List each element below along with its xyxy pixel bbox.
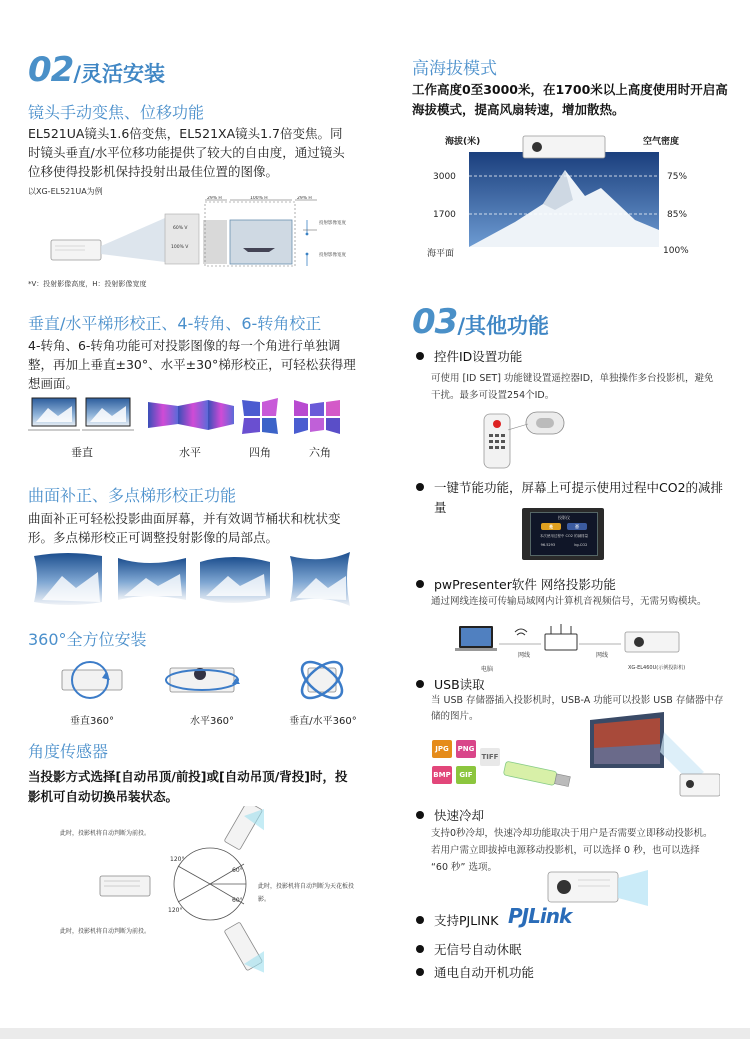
svg-text:100% V: 100% V [171,245,189,250]
network-cable-label-1: 网线 [518,652,531,659]
angle-note-front2: 此时，投影机将自动判断为前投。 [60,928,151,935]
bullet-icon [416,811,424,819]
section-title: /其他功能 [457,314,549,338]
feature-cool-title: 快速冷却 [414,806,484,824]
svg-text:120°: 120° [168,907,183,914]
png-file-icon: PNG [456,740,476,758]
eco-co2-value: 96.5293 [540,543,556,547]
four-corner-image [242,398,278,434]
altitude-axis-title: 海拔(米) [445,137,481,147]
svg-text:60% V: 60% V [173,226,188,231]
vertical-keystone-image [28,398,134,430]
altitude-row-1: 3000 [433,172,456,182]
curved-body: 曲面补正可轻松投影曲面屏幕，并有效调节桶状和枕状变形。多点梯形校正可调整投射影像的局部点。 [28,511,341,545]
eco-screen [522,508,604,560]
angle-note-front: 此时，投影机将自动判断为前投。 [60,830,151,837]
altitude-heading: 高海拔模式 [412,59,497,79]
density-row-1: 75% [667,172,688,182]
feature-pjlink-title: 支持PJLINK [414,911,498,929]
network-cable-label-2: 网线 [596,652,609,659]
bmp-file-icon: BMP [432,766,452,784]
eco-screen-title: 投影仪 [558,515,570,520]
feature-power-on: 通电自动开机功能 [414,963,534,981]
feature-id-title: 控件ID设置功能 [414,347,522,365]
usb-projection-scene [580,712,720,812]
svg-text:60°: 60° [232,897,243,904]
density-row-2: 85% [667,210,688,220]
feature-eco-title: 一键节能功能，屏幕上可提示使用过程中CO2的减排量 [414,478,724,518]
horizontal-360-icon [166,668,240,692]
curved-heading: 曲面补正、多点梯形校正功能 [28,486,237,505]
lens-body: EL521UA镜头1.6倍变焦，EL521XA镜头1.7倍变焦。同时镜头垂直/水平位移功能提供了较大的自由度，通过镜头位移使得投影机保持投射出最佳位置的图像。 [28,126,345,179]
density-axis-title: 空气密度 [643,137,680,147]
usb-illustration [432,738,722,810]
lens-example: 以XG-EL521UA为例 [28,187,103,196]
remote-control-image [478,408,568,470]
svg-text:投射影像宽度: 投射影像宽度 [319,221,346,226]
install360-heading: 360°全方位安装 [28,630,147,649]
angle-sensor-diagram [94,806,264,976]
eco-co2-unit: kg-CO2 [574,543,588,547]
horizontal-keystone-image [148,400,234,430]
usb-stick-icon [498,760,580,790]
angle-heading: 角度传感器 [28,742,109,761]
feature-usb-body: 当 USB 存储器插入投影机时，USB-A 功能可以投影 USB 存储器中存储的图片。 [431,695,724,722]
pjlink-logo: PJLink [508,904,572,928]
feature-pw-title: pwPresenter软件 网络投影功能 [414,575,616,593]
bullet-icon [416,968,424,976]
gif-file-icon: GIF [456,766,476,784]
eco-yes-button: 是 [541,523,561,530]
altitude-body: 工作高度0至3000米，在1700米以上高度使用时开启高海拔模式，提高风扇转速，增加散热。 [412,82,728,117]
lens-shift-diagram [45,196,350,276]
keystone-label-six: 六角 [309,446,331,459]
svg-text:100% H: 100% H [250,196,268,201]
angle-note-ceiling: 此时，投影机将自动判断为天花板投影。 [258,883,355,903]
altitude-row-3: 海平面 [427,249,455,259]
density-row-3: 100% [663,246,689,256]
eco-no-button: 否 [567,523,587,530]
network-projector-label: XG-EL460U(示例投影机) [628,665,686,671]
section-title: /灵活安装 [73,62,165,86]
svg-text:29% H: 29% H [297,196,312,201]
lens-footnote: *V：投射影像高度，H：投射影像宽度 [28,280,147,288]
svg-text:投射影像宽度: 投射影像宽度 [319,253,346,258]
curved-images [28,548,358,610]
altitude-chart [425,130,705,260]
bullet-icon [416,580,424,588]
tiff-file-icon: TIFF [480,748,500,766]
jpg-file-icon: JPG [432,740,452,758]
feature-cool-body: 支持0秒冷却，快速冷却功能取决于用户是否需要立即移动投影机。若用户需立即拔掉电源移动投影机，可以选择 0 秒，也可以选择 “60 秒” 选项。 [431,828,713,873]
bullet-icon [416,945,424,953]
feature-sleep: 无信号自动休眠 [414,940,522,958]
network-diagram [455,622,695,662]
angle-body: 当投影方式选择[自动吊顶/前投]或[自动吊顶/背投]时，投影机可自动切换吊装状态。 [28,769,348,804]
page-footer-bar [0,1028,750,1039]
install360-images [40,652,360,708]
install-label-both: 垂直/水平360° [289,716,357,727]
keystone-label-horizontal: 水平 [179,446,201,459]
svg-text:120°: 120° [170,856,185,863]
projector-front-view [100,876,150,896]
vertical-360-icon [62,662,122,698]
feature-usb-title: USB读取 [414,675,485,693]
keystone-body: 4-转角、6-转角功能可对投影图像的每一个角进行单独调整，再加上垂直±30°、水平±30°梯形校正，可轻松获得理想画面。 [28,338,356,391]
bullet-icon [416,483,424,491]
feature-pw-body: 通过网线连接可传输局域网内计算机音视频信号，无需另购模块。 [431,596,707,607]
altitude-row-2: 1700 [433,210,456,220]
install-label-vertical: 垂直360° [69,716,115,727]
six-corner-image [294,400,340,434]
feature-id-body: 可使用 [ID SET] 功能键设置遥控器ID，单独操作多台投影机，避免干扰。最多可设置254个ID。 [431,373,714,401]
section-02-header [28,50,165,90]
keystone-label-four: 四角 [249,446,271,459]
network-pc-label: 电脑 [481,666,494,673]
keystone-heading: 垂直/水平梯形校正、4-转角、6-转角校正 [28,314,322,333]
install-label-horizontal: 水平360° [189,716,235,727]
lens-heading: 镜头手动变焦、位移功能 [28,103,205,122]
eco-screen-line: 本次使用过程中 CO2 的减排量 [539,534,589,538]
bullet-icon [416,680,424,688]
section-number: 03 [412,302,458,342]
bullet-icon [416,352,424,360]
section-03-header [412,302,549,342]
keystone-label-vertical: 垂直 [71,446,93,459]
bullet-icon [416,916,424,924]
keystone-images [28,394,358,438]
section-number: 02 [28,50,74,90]
svg-text:29% H: 29% H [207,196,222,201]
vertical-horizontal-360-icon [296,655,348,704]
svg-text:60°: 60° [232,867,243,874]
